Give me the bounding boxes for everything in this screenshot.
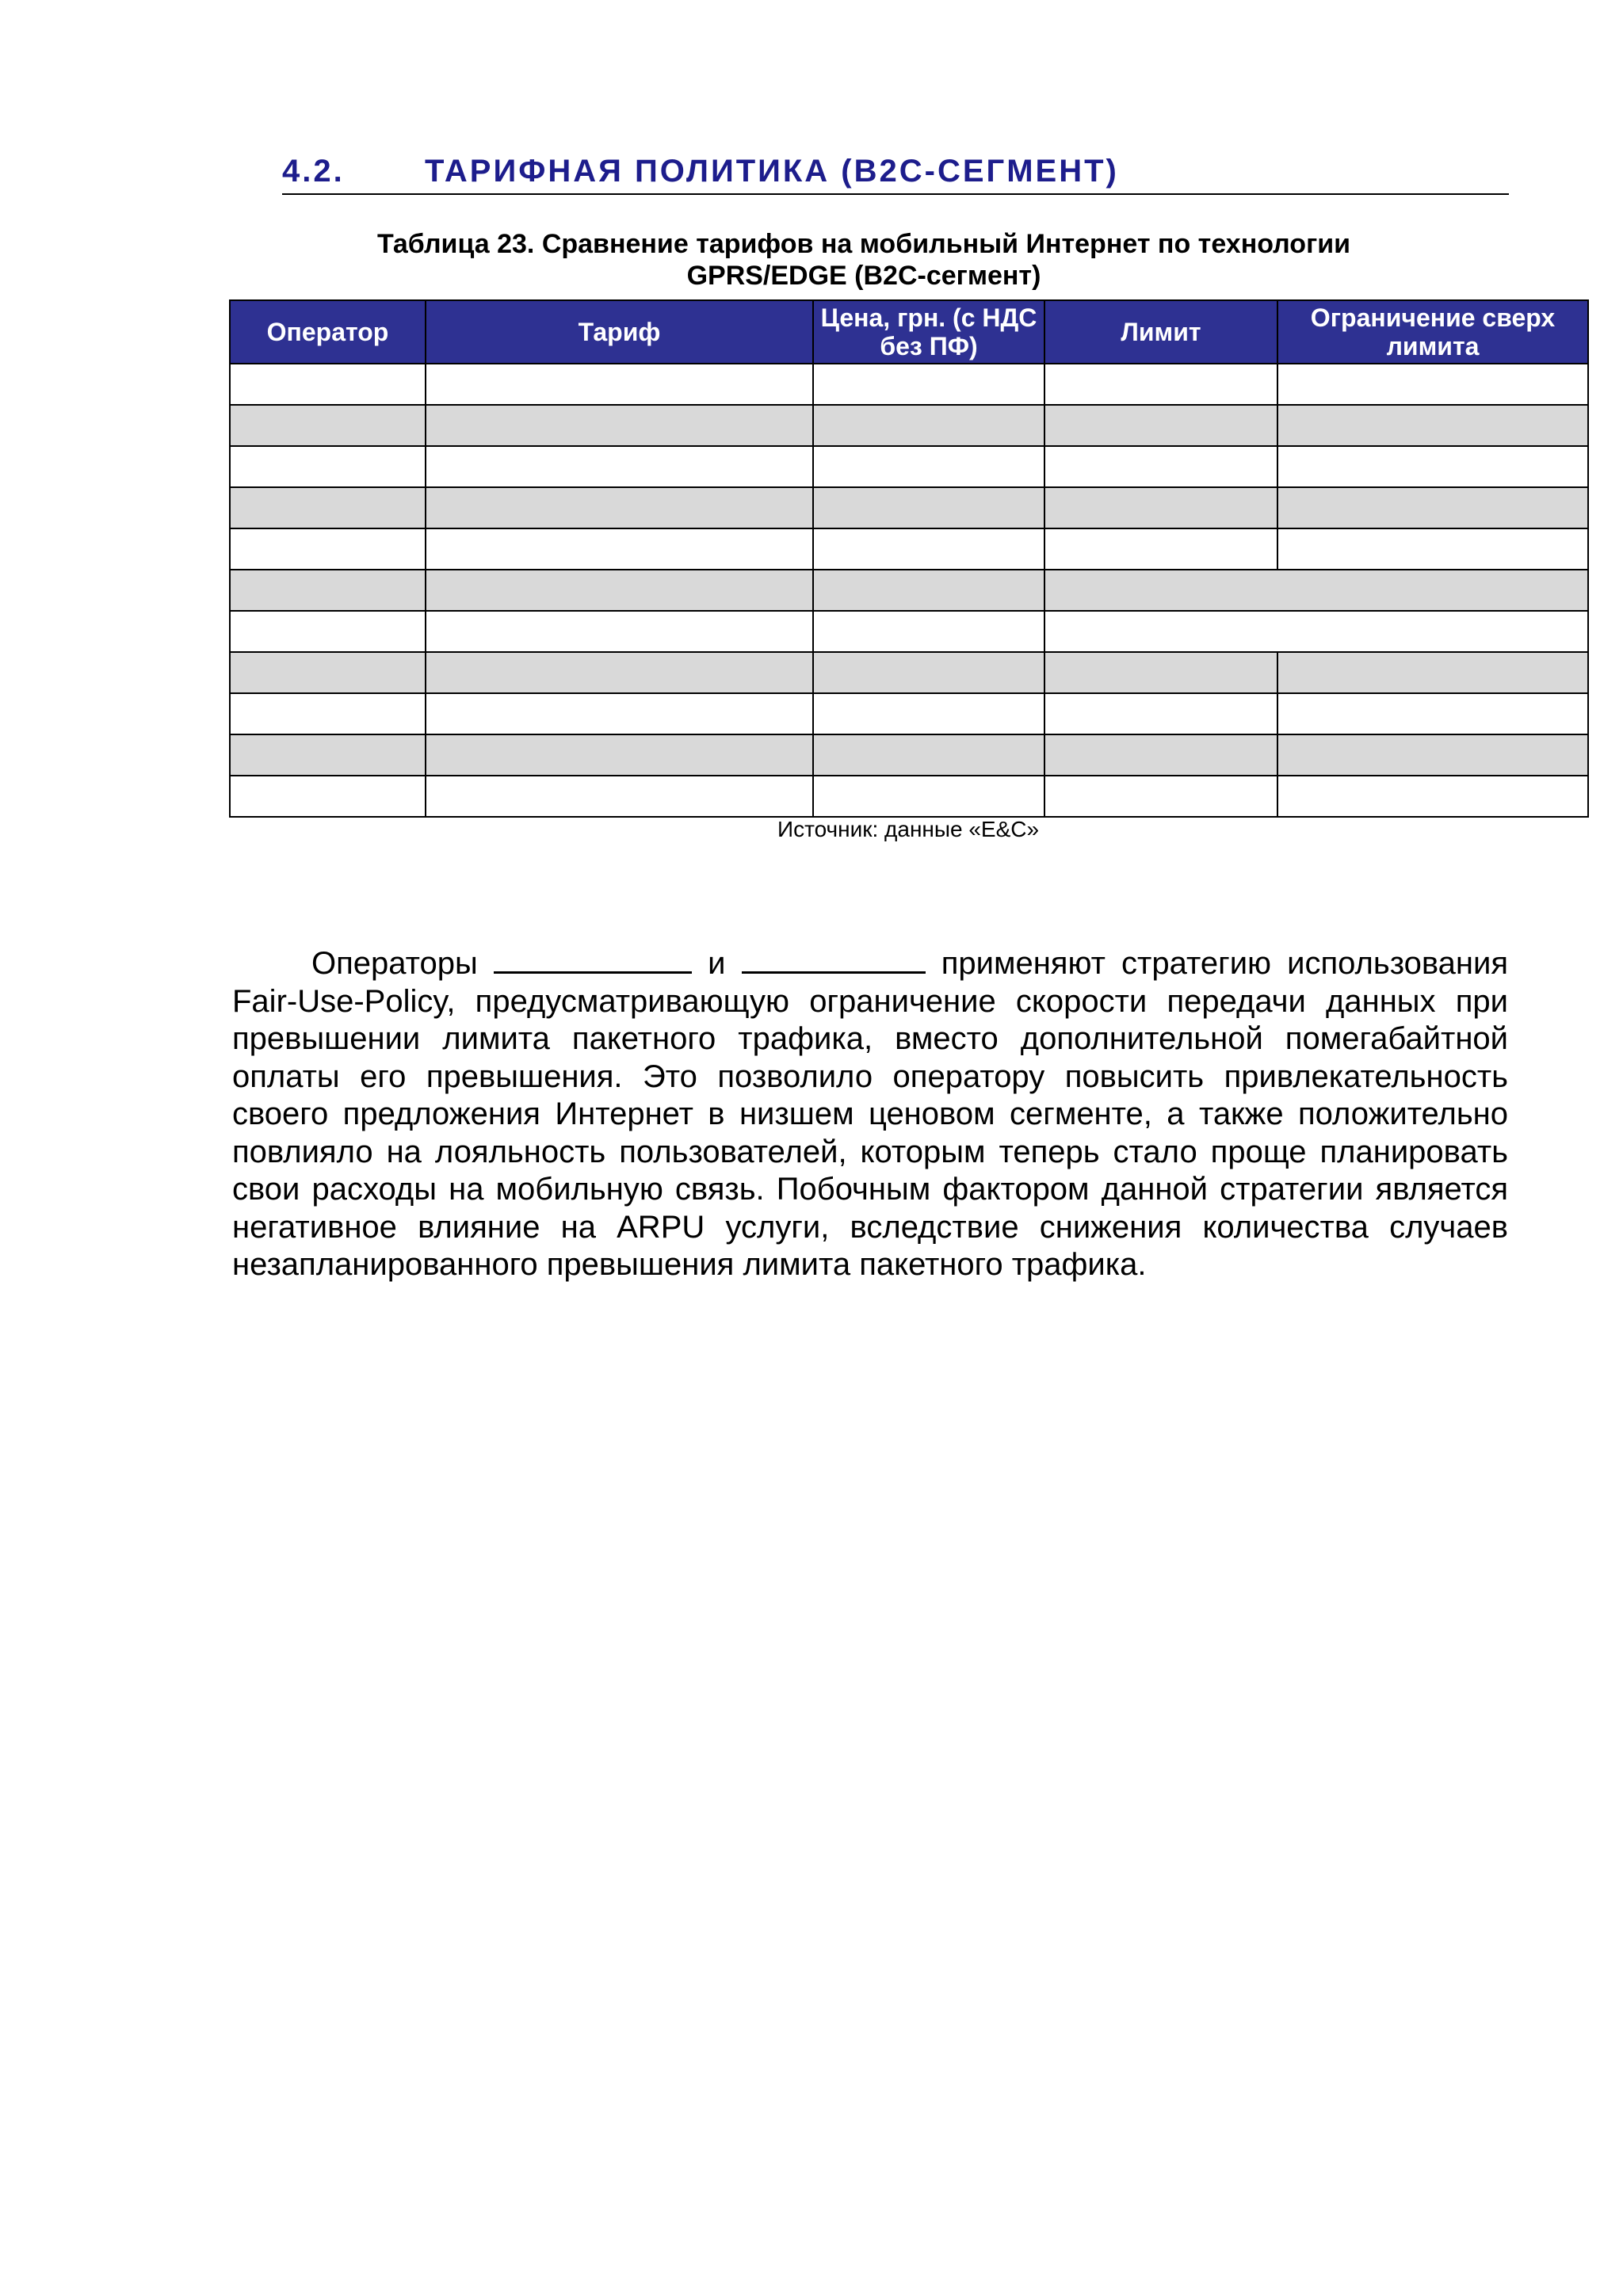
table-row (230, 528, 1588, 570)
table-cell (813, 652, 1044, 693)
table-cell (1277, 693, 1588, 734)
table-cell (1044, 487, 1277, 528)
table-cell-merged (1044, 570, 1588, 611)
paragraph-rest: применяют стратегию использования Fair-Use-Policy, предусматривающую ограничение скорости передачи данных при превышении лимита пакетного трафика, вместо дополнительной помегабайтной оплаты его превышения. Это позволило оператору повысить привлекательность своего предложения Интернет в низшем ценовом сегменте, а также положительно повлияло на лояльность пользователей, которым теперь стало проще планировать свои расходы на мобильную связь. Побочным фактором данной стратегии является негативное влияние на ARPU услуги, вследствие снижения количества случаев незапланированного превышения лимита пакетного трафика. (232, 946, 1509, 1282)
table-cell (813, 776, 1044, 817)
table-cell (813, 364, 1044, 405)
redacted-operator-blank (742, 944, 926, 974)
table-cell (1277, 776, 1588, 817)
table-cell (426, 446, 813, 487)
table-row (230, 487, 1588, 528)
table-cell (230, 364, 426, 405)
table-cell (426, 734, 813, 776)
table-cell (426, 405, 813, 446)
table-cell (1277, 405, 1588, 446)
tariff-comparison-table (229, 299, 1589, 818)
header-tariff: Тариф (426, 300, 813, 364)
table-cell (1277, 528, 1588, 570)
table-row (230, 364, 1588, 405)
table-cell (230, 446, 426, 487)
table-cell (426, 528, 813, 570)
table-cell (230, 734, 426, 776)
table-cell (230, 652, 426, 693)
table-row (230, 446, 1588, 487)
table-row (230, 776, 1588, 817)
section-title: ТАРИФНАЯ ПОЛИТИКА (B2C-СЕГМЕНТ) (425, 154, 1119, 189)
table-cell (426, 693, 813, 734)
table-cell (1044, 446, 1277, 487)
table-row (230, 734, 1588, 776)
table-cell (813, 693, 1044, 734)
table-cell (1277, 364, 1588, 405)
table-caption-line1: Таблица 23. Сравнение тарифов на мобильный Интернет по технологии (376, 229, 1351, 259)
table-row (230, 611, 1588, 652)
table-cell (1044, 405, 1277, 446)
table-cell (1044, 528, 1277, 570)
paragraph-and: и (708, 946, 726, 981)
table-cell (230, 405, 426, 446)
table-cell (1277, 446, 1588, 487)
table-caption (230, 228, 1498, 292)
table-cell (1044, 734, 1277, 776)
table-cell (1044, 652, 1277, 693)
table-cell-merged (1044, 611, 1588, 652)
table-source-note: Источник: данные «E&C» (777, 817, 1040, 841)
table-cell (230, 693, 426, 734)
table-row (230, 405, 1588, 446)
table-cell (813, 611, 1044, 652)
table-cell (426, 570, 813, 611)
table-cell (426, 611, 813, 652)
header-price: Цена, грн. (с НДС без ПФ) (813, 300, 1044, 364)
section-number: 4.2. (282, 154, 345, 189)
table-cell (1044, 364, 1277, 405)
table-cell (426, 487, 813, 528)
table-cell (1277, 487, 1588, 528)
table-row (230, 693, 1588, 734)
table-cell (1277, 734, 1588, 776)
table-cell (230, 528, 426, 570)
table-cell (426, 364, 813, 405)
table-cell (230, 487, 426, 528)
table-cell (813, 570, 1044, 611)
section-heading (282, 151, 1509, 195)
table-header-row (230, 300, 1588, 364)
table-cell (230, 776, 426, 817)
table-cell (1044, 693, 1277, 734)
table-cell (813, 528, 1044, 570)
header-limit: Лимит (1044, 300, 1277, 364)
table-cell (426, 776, 813, 817)
table-row (230, 570, 1588, 611)
body-paragraph (232, 944, 1508, 1284)
table-caption-line2: GPRS/EDGE (B2C-сегмент) (686, 261, 1041, 291)
table-cell (230, 611, 426, 652)
table-cell (1277, 652, 1588, 693)
header-operator: Оператор (230, 300, 426, 364)
table-cell (813, 446, 1044, 487)
table-cell (813, 734, 1044, 776)
table-cell (230, 570, 426, 611)
table-cell (813, 487, 1044, 528)
table-cell (426, 652, 813, 693)
table-row (230, 652, 1588, 693)
table-cell (1044, 776, 1277, 817)
redacted-operator-blank (494, 944, 692, 974)
table-cell (813, 405, 1044, 446)
paragraph-start: Операторы (311, 946, 478, 981)
header-overlimit: Ограничение сверх лимита (1277, 300, 1588, 364)
